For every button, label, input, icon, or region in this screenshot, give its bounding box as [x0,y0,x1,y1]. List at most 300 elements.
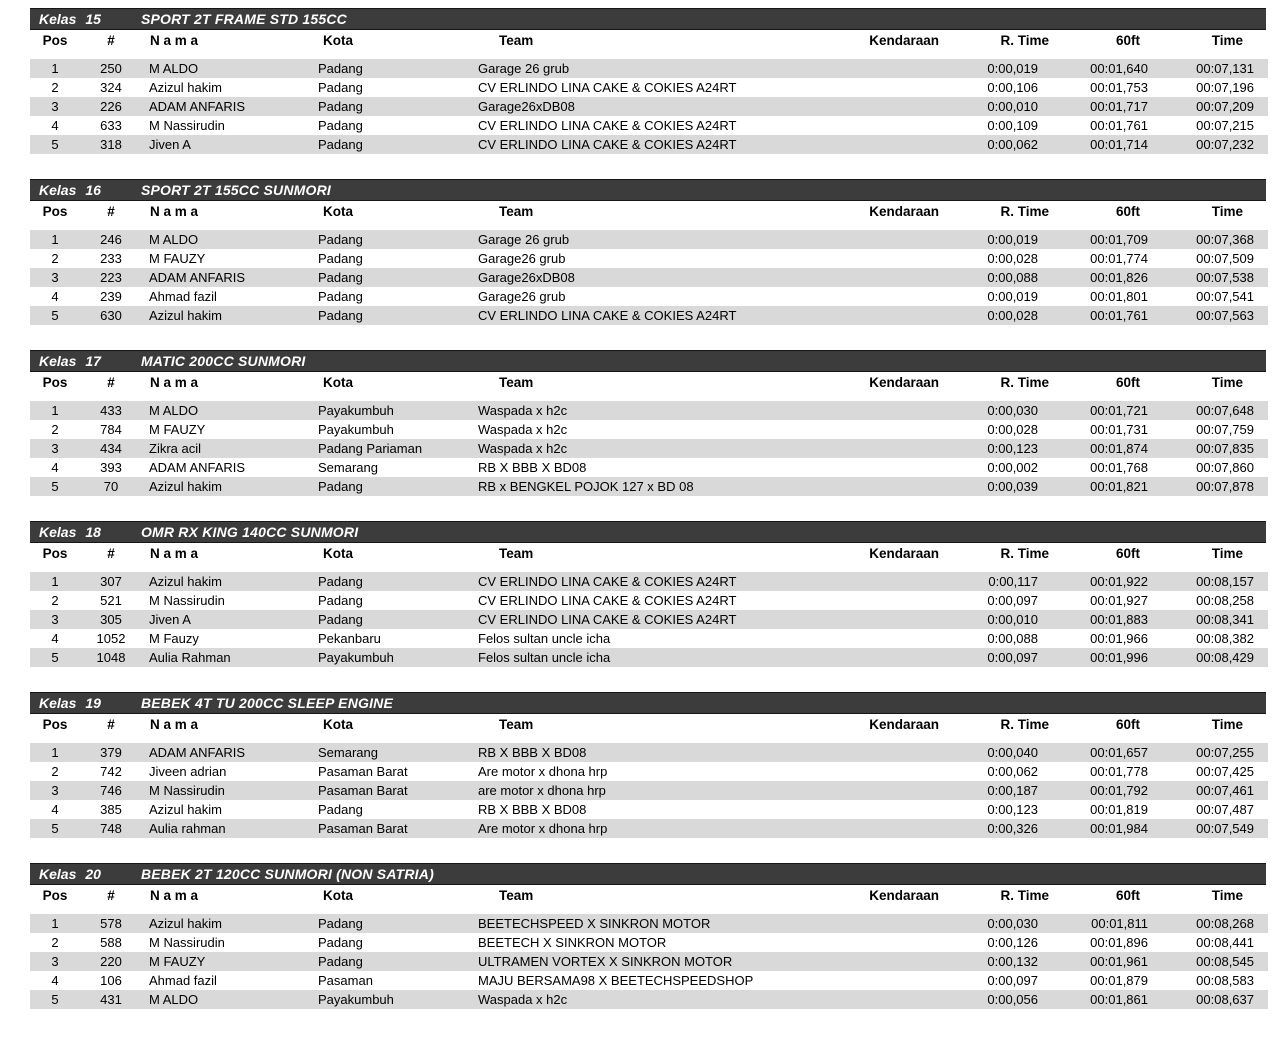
results-body [30,55,1268,155]
cell-number: 223 [100,270,122,285]
cell-60ft: 00:01,861 [1090,992,1148,1007]
cell-60ft: 00:01,922 [1051,568,1151,592]
cell-pos: 4 [51,460,59,475]
cell-reaction-time: 0:00,010 [987,612,1038,627]
col-header-team: Team [477,201,841,226]
column-header-row [30,372,1268,397]
cell-60ft: 00:01,717 [1090,99,1148,114]
cell-vehicle [841,116,941,135]
class-header-bar [30,863,1266,885]
column-header-row [30,543,1268,568]
cell-name: M FAUZY [149,954,206,969]
col-header-pos: Pos [30,543,80,568]
col-header-city: Kota [317,885,477,910]
cell-team: RB X BBB X BD08 [478,460,587,475]
col-header-60ft: 60ft [1051,372,1151,397]
cell-vehicle [841,990,941,1009]
cell-time: 00:07,255 [1151,739,1268,763]
col-header-time: Time [1151,201,1268,226]
cell-vehicle [841,933,941,952]
class-section [30,692,1268,838]
class-header-bar [30,521,1266,543]
cell-number: 521 [100,593,122,608]
cell-60ft: 00:01,768 [1090,460,1148,475]
cell-60ft: 00:01,874 [1090,441,1148,456]
cell-pos: 5 [51,650,59,665]
cell-time: 00:07,878 [1196,479,1254,494]
class-title: SPORT 2T FRAME STD 155CC [140,11,347,27]
cell-vehicle [841,420,941,439]
column-header-row [30,201,1268,226]
cell-team: Garage 26 grub [477,55,841,79]
cell-number: 307 [80,568,142,592]
class-number: 16 [85,182,101,198]
cell-number: 385 [100,802,122,817]
cell-60ft: 00:01,821 [1090,479,1148,494]
cell-time: 00:08,157 [1151,568,1268,592]
cell-number: 746 [100,783,122,798]
class-label: Kelas [39,866,77,882]
cell-team: BEETECHSPEED X SINKRON MOTOR [477,910,841,934]
cell-team: CV ERLINDO LINA CAKE & COKIES A24RT [478,593,737,608]
cell-reaction-time: 0:00,088 [987,270,1038,285]
class-title: BEBEK 4T TU 200CC SLEEP ENGINE [140,695,394,711]
cell-number: 630 [100,308,122,323]
cell-city: Semarang [317,739,477,763]
col-header-60ft: 60ft [1051,30,1151,55]
cell-city: Pasaman Barat [318,783,408,798]
cell-vehicle [841,397,941,421]
cell-vehicle [841,78,941,97]
result-row [30,268,1268,287]
result-row [30,226,1268,250]
class-section [30,8,1268,154]
results-table [30,885,1268,1009]
cell-city: Padang [318,612,363,627]
col-header-vehicle: Kendaraan [841,714,941,739]
col-header-number: # [80,201,142,226]
cell-vehicle [841,591,941,610]
col-header-number: # [80,885,142,910]
results-table [30,372,1268,496]
cell-number: 239 [100,289,122,304]
cell-team: CV ERLINDO LINA CAKE & COKIES A24RT [477,568,841,592]
cell-name: Jiven A [149,612,191,627]
result-row [30,55,1268,79]
cell-time: 00:07,541 [1196,289,1254,304]
cell-60ft: 00:01,721 [1051,397,1151,421]
results-table [30,714,1268,838]
result-row [30,739,1268,763]
cell-pos: 2 [51,80,59,95]
cell-city: Padang [318,593,363,608]
cell-vehicle [841,135,941,154]
col-header-name: N a m a [142,201,317,226]
cell-reaction-time: 0:00,109 [987,118,1038,133]
class-section [30,863,1268,1009]
cell-vehicle [841,477,941,496]
cell-60ft: 00:01,640 [1051,55,1151,79]
col-header-pos: Pos [30,30,80,55]
cell-team: Felos sultan uncle icha [478,650,611,665]
cell-vehicle [841,819,941,838]
cell-number: 578 [80,910,142,934]
cell-reaction-time: 0:00,097 [987,650,1038,665]
col-header-60ft: 60ft [1051,543,1151,568]
col-header-name: N a m a [142,885,317,910]
cell-pos: 2 [51,764,59,779]
cell-city: Padang [317,55,477,79]
cell-pos: 3 [51,783,59,798]
cell-reaction-time: 0:00,019 [987,289,1038,304]
cell-time: 00:07,196 [1196,80,1254,95]
result-row [30,287,1268,306]
cell-pos: 3 [51,441,59,456]
class-header-bar [30,692,1266,714]
class-label: Kelas [39,11,77,27]
cell-pos: 4 [51,802,59,817]
col-header-team: Team [477,372,841,397]
cell-60ft: 00:01,778 [1090,764,1148,779]
cell-city: Padang [318,251,363,266]
cell-60ft: 00:01,761 [1090,308,1148,323]
col-header-city: Kota [317,201,477,226]
cell-number: 70 [103,479,119,494]
cell-pos: 4 [51,631,59,646]
col-header-team: Team [477,543,841,568]
cell-pos: 1 [30,568,80,592]
cell-time: 00:07,131 [1151,55,1268,79]
cell-name: ADAM ANFARIS [149,270,246,285]
cell-number: 220 [100,954,122,969]
cell-name: M FAUZY [149,422,206,437]
col-header-pos: Pos [30,714,80,739]
cell-pos: 2 [51,935,59,950]
col-header-reaction-time: R. Time [941,30,1051,55]
cell-team: CV ERLINDO LINA CAKE & COKIES A24RT [478,137,737,152]
cell-time: 00:07,368 [1151,226,1268,250]
cell-time: 00:07,232 [1196,137,1254,152]
cell-60ft: 00:01,731 [1090,422,1148,437]
cell-number: 588 [100,935,122,950]
result-row [30,249,1268,268]
cell-reaction-time: 0:00,062 [987,764,1038,779]
results-body [30,910,1268,1010]
result-row [30,477,1268,496]
cell-name: Azizul hakim [149,308,222,323]
cell-city: Payakumbuh [317,397,477,421]
col-header-reaction-time: R. Time [941,885,1051,910]
cell-time: 00:07,215 [1196,118,1254,133]
result-row [30,648,1268,667]
cell-reaction-time: 0:00,028 [987,308,1038,323]
cell-reaction-time: 0:00,062 [987,137,1038,152]
cell-pos: 3 [51,612,59,627]
cell-name: M ALDO [149,992,199,1007]
cell-number: 748 [100,821,122,836]
col-header-60ft: 60ft [1051,885,1151,910]
class-section [30,179,1268,325]
col-header-time: Time [1151,714,1268,739]
cell-60ft: 00:01,927 [1090,593,1148,608]
cell-60ft: 00:01,879 [1090,973,1148,988]
cell-reaction-time: 0:00,039 [987,479,1038,494]
results-table [30,30,1268,154]
result-row [30,933,1268,952]
cell-pos: 5 [51,308,59,323]
class-section [30,350,1268,496]
cell-vehicle [841,800,941,819]
results-body [30,568,1268,668]
cell-name: ADAM ANFARIS [149,99,246,114]
cell-name: Jiven A [149,137,191,152]
result-row [30,591,1268,610]
cell-name: Azizul hakim [149,80,222,95]
cell-vehicle [841,226,941,250]
cell-number: 393 [100,460,122,475]
cell-time: 00:07,549 [1196,821,1254,836]
col-header-city: Kota [317,372,477,397]
cell-city: Payakumbuh [318,992,394,1007]
cell-reaction-time: 0:00,028 [987,422,1038,437]
cell-time: 00:07,425 [1196,764,1254,779]
cell-number: 106 [100,973,122,988]
cell-vehicle [841,439,941,458]
cell-vehicle [841,55,941,79]
cell-reaction-time: 0:00,123 [987,441,1038,456]
cell-time: 00:07,538 [1196,270,1254,285]
col-header-team: Team [477,885,841,910]
col-header-60ft: 60ft [1051,201,1151,226]
cell-team: MAJU BERSAMA98 X BEETECHSPEEDSHOP [478,973,754,988]
result-row [30,610,1268,629]
cell-city: Padang [318,80,363,95]
cell-name: Azizul hakim [142,910,317,934]
cell-name: Ahmad fazil [149,973,217,988]
cell-60ft: 00:01,883 [1090,612,1148,627]
cell-pos: 1 [30,739,80,763]
result-row [30,306,1268,325]
cell-60ft: 00:01,714 [1090,137,1148,152]
cell-reaction-time: 0:00,002 [987,460,1038,475]
col-header-pos: Pos [30,201,80,226]
cell-number: 233 [100,251,122,266]
class-label: Kelas [39,695,77,711]
class-title: BEBEK 2T 120CC SUNMORI (NON SATRIA) [140,866,434,882]
col-header-number: # [80,714,142,739]
col-header-time: Time [1151,543,1268,568]
result-row [30,439,1268,458]
cell-60ft: 00:01,961 [1090,954,1148,969]
cell-name: Aulia rahman [149,821,226,836]
class-title: SPORT 2T 155CC SUNMORI [140,182,332,198]
results-body [30,739,1268,839]
cell-reaction-time: 0:00,088 [987,631,1038,646]
cell-vehicle [841,458,941,477]
cell-pos: 1 [30,910,80,934]
cell-number: 434 [100,441,122,456]
cell-time: 00:07,509 [1196,251,1254,266]
cell-city: Padang [318,308,363,323]
cell-city: Pekanbaru [318,631,381,646]
cell-pos: 1 [30,55,80,79]
col-header-number: # [80,372,142,397]
cell-vehicle [841,629,941,648]
cell-vehicle [841,910,941,934]
cell-team: Garage 26 grub [477,226,841,250]
cell-reaction-time: 0:00,028 [987,251,1038,266]
cell-vehicle [841,249,941,268]
col-header-name: N a m a [142,372,317,397]
cell-60ft: 00:01,826 [1090,270,1148,285]
col-header-time: Time [1151,372,1268,397]
cell-time: 00:08,637 [1196,992,1254,1007]
col-header-vehicle: Kendaraan [841,543,941,568]
cell-time: 00:07,759 [1196,422,1254,437]
cell-team: ULTRAMEN VORTEX X SINKRON MOTOR [478,954,733,969]
cell-number: 318 [100,137,122,152]
cell-number: 250 [80,55,142,79]
cell-team: BEETECH X SINKRON MOTOR [478,935,667,950]
cell-team: CV ERLINDO LINA CAKE & COKIES A24RT [478,612,737,627]
col-header-name: N a m a [142,30,317,55]
cell-time: 00:08,441 [1196,935,1254,950]
cell-vehicle [841,739,941,763]
result-row [30,819,1268,838]
cell-team: CV ERLINDO LINA CAKE & COKIES A24RT [478,80,737,95]
cell-city: Payakumbuh [318,650,394,665]
cell-time: 00:07,209 [1196,99,1254,114]
col-header-vehicle: Kendaraan [841,30,941,55]
cell-team: are motor x dhona hrp [478,783,606,798]
cell-name: M Fauzy [149,631,199,646]
result-row [30,116,1268,135]
cell-60ft: 00:01,819 [1090,802,1148,817]
col-header-city: Kota [317,30,477,55]
result-row [30,568,1268,592]
cell-city: Padang [318,935,363,950]
class-title: OMR RX KING 140CC SUNMORI [140,524,359,540]
cell-time: 00:08,268 [1151,910,1268,934]
cell-60ft: 00:01,996 [1090,650,1148,665]
col-header-name: N a m a [142,714,317,739]
result-row [30,97,1268,116]
col-header-vehicle: Kendaraan [841,201,941,226]
cell-name: Aulia Rahman [149,650,231,665]
column-header-row [30,885,1268,910]
col-header-number: # [80,543,142,568]
cell-reaction-time: 0:00,040 [941,739,1051,763]
cell-time: 00:08,429 [1196,650,1254,665]
cell-pos: 5 [51,821,59,836]
col-header-city: Kota [317,714,477,739]
cell-city: Semarang [318,460,378,475]
class-header-bar [30,8,1266,30]
cell-reaction-time: 0:00,097 [987,973,1038,988]
col-header-name: N a m a [142,543,317,568]
result-row [30,971,1268,990]
cell-team: Garage26 grub [478,251,566,266]
cell-reaction-time: 0:00,187 [987,783,1038,798]
result-row [30,458,1268,477]
cell-vehicle [841,648,941,667]
result-row [30,990,1268,1009]
cell-60ft: 00:01,709 [1051,226,1151,250]
cell-60ft: 00:01,792 [1090,783,1148,798]
cell-city: Padang [318,137,363,152]
cell-name: M Nassirudin [149,118,225,133]
cell-name: M ALDO [142,226,317,250]
cell-number: 1052 [96,631,126,646]
cell-team: Waspada x h2c [478,992,568,1007]
cell-city: Padang [318,289,363,304]
cell-team: Are motor x dhona hrp [478,821,608,836]
col-header-pos: Pos [30,372,80,397]
col-header-city: Kota [317,543,477,568]
class-number: 17 [85,353,101,369]
cell-pos: 3 [51,954,59,969]
column-header-row [30,30,1268,55]
cell-city: Pasaman Barat [318,764,408,779]
cell-team: RB X BBB X BD08 [478,802,587,817]
result-row [30,952,1268,971]
results-table [30,201,1268,325]
cell-city: Pasaman Barat [318,821,408,836]
cell-time: 00:07,648 [1151,397,1268,421]
cell-pos: 5 [51,992,59,1007]
cell-time: 00:08,341 [1196,612,1254,627]
cell-team: RB X BBB X BD08 [477,739,841,763]
cell-name: Ahmad fazil [149,289,217,304]
cell-pos: 5 [51,479,59,494]
cell-60ft: 00:01,753 [1090,80,1148,95]
result-row [30,397,1268,421]
cell-pos: 1 [30,226,80,250]
cell-team: Felos sultan uncle icha [478,631,611,646]
cell-reaction-time: 0:00,117 [941,568,1051,592]
cell-reaction-time: 0:00,126 [987,935,1038,950]
result-row [30,420,1268,439]
cell-60ft: 00:01,774 [1090,251,1148,266]
cell-team: Are motor x dhona hrp [478,764,608,779]
col-header-reaction-time: R. Time [941,714,1051,739]
cell-name: M ALDO [142,55,317,79]
class-number: 20 [85,866,101,882]
cell-city: Padang [317,226,477,250]
results-body [30,226,1268,326]
results-body [30,397,1268,497]
column-header-row [30,714,1268,739]
class-label: Kelas [39,182,77,198]
cell-name: M ALDO [142,397,317,421]
cell-name: M Nassirudin [149,593,225,608]
cell-number: 324 [100,80,122,95]
cell-team: RB x BENGKEL POJOK 127 x BD 08 [478,479,694,494]
class-number: 15 [85,11,101,27]
class-header-bar [30,179,1266,201]
cell-number: 784 [100,422,122,437]
cell-vehicle [841,306,941,325]
cell-name: Azizul hakim [142,568,317,592]
cell-city: Padang [318,118,363,133]
cell-reaction-time: 0:00,123 [987,802,1038,817]
cell-pos: 1 [30,397,80,421]
cell-team: Waspada x h2c [478,422,568,437]
cell-name: Azizul hakim [149,802,222,817]
cell-number: 431 [100,992,122,1007]
result-row [30,781,1268,800]
cell-60ft: 00:01,801 [1090,289,1148,304]
